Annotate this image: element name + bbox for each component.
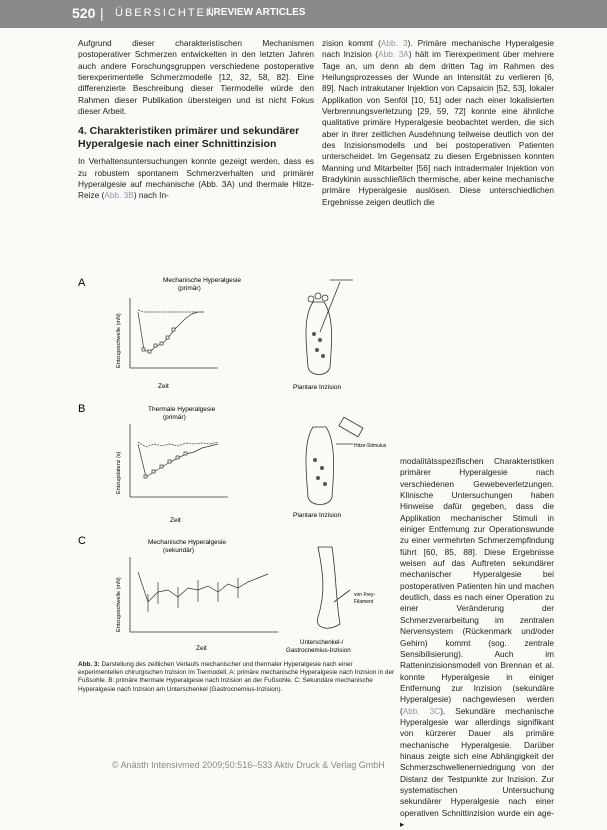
panel-b-title: Thermale Hyperalgesie <box>148 406 216 413</box>
figure-caption <box>78 661 396 694</box>
panel-c-tag2: Filament <box>354 599 374 605</box>
page-header <box>0 0 607 28</box>
panel-b-letter: B <box>78 403 86 415</box>
paragraph-1: Aufgrund dieser charakteristischen Mechanismen postoperativer Schmerzen entwickelten in den letzten Jahren auch andere Forschungsgruppen verschiedene postoperative tierexperimentelle Schmerzmodelle [12, 32, 58, 82]. Eine differenzierte Beschreibung dieser Tiermodelle würde den Rahmen dieser Publikation übersteigen und ist nicht Fokus dieser Arbeit. <box>78 38 314 117</box>
continue-arrow-icon: ▸ <box>400 819 405 829</box>
panel-b-ylabel: Entzugslatenz (s) <box>116 451 122 494</box>
figure-3 <box>78 272 396 660</box>
panel-a-ylabel: Entzugsschwelle (mN) <box>116 313 122 368</box>
panel-c-tag1: von Frey- <box>354 592 376 598</box>
section-title: ÜBERSICHTEN <box>115 7 216 19</box>
figure-reference[interactable]: Abb. 3 <box>380 38 408 48</box>
subsection-title: / REVIEW ARTICLES <box>208 7 306 18</box>
panel-c-letter: C <box>78 535 86 547</box>
panel-a-caption: Plantare Inzision <box>293 384 342 391</box>
paragraph-2: In Verhaltensuntersuchungen konnte gezeigt werden, dass es zu robustem spontanem Schmerzverhalten und primärer Hyperalgesie auf mechanische (Abb. 3A) und thermale Hitze-Reize (Abb. 3B) nach In- <box>78 156 314 201</box>
panel-c-caption-1: Unterschenkel-/ <box>300 639 344 646</box>
panel-c-caption-2: Gastrocnemius-Inzision <box>286 647 351 654</box>
figure-reference[interactable]: Abb. 3C <box>402 705 441 716</box>
panel-b-subtitle: (primär) <box>163 414 186 421</box>
header-divider: | <box>100 5 104 21</box>
panel-a-xlabel: Zeit <box>158 383 169 390</box>
panel-c-title: Mechanische Hyperalgesie <box>148 539 227 546</box>
panel-a-title: Mechanische Hyperalgesie <box>163 277 242 284</box>
panel-a-data <box>138 310 204 352</box>
panel-b-tag: Hitze-Stimulus <box>354 443 387 449</box>
caption-text: Darstellung des zeitlichen Verlaufs mechanischer und thermaler Hyperalgesie nach einer experimentellen chirurgischen Inzision im Tiermodell. A: primäre mechanische Hyperalgesie nach Inzision in der Fußsohle. B: primäre thermale Hyperalgesie nach Inzision an der Fußsohle. C: Sekundäre mechanische Hyperalgesie nach Inzision am Unterschenkel (Gastrocnemius-Inzision). <box>78 661 395 693</box>
wrap-column: modalitätsspezifischen Charakteristiken primärer Hyperalgesie nach verschiedenen Gewebeverletzungen. Klinische Untersuchungen haben Hinweise dafür gegeben, dass die Applikation mechanischer Stimuli in einiger Entfernung zur Operationswunde zu einer vermehrten Schmerzempfindung führt [60, 85, 88]. Diese Ergebnisse weisen auf das Auftreten sekundärer mechanischer Hyperalgesie bei postoperativen Patienten hin und machen deutlich, dass es nach einer Operation zu einer Veränderung der Schmerzverarbeitung im zentralen Nervensystem (Rückenmark und/oder Gehirn) kommt (sog. zentrale Sensibilisierung). Auch im Ratteninzisionsmodell von Brennan et al. konnte Hyperalgesie in einiger Entfernung zur Inzision (sekundäre Hyperalgesie) nachgewiesen werden (Abb. 3C). Sekundäre mechanische Hyperalgesie war allerdings signifikant von kürzerer Dauer als primäre mechanische Hyperalgesie. Darüber hinaus zeigte sich eine Abhängigkeit der Schmerzschwellenerniedrigung von der Distanz der Testpunkte zur Inzision. Zur systematischen Untersuchung sekundärer Hyperalgesie nach einer operativen Schnittinzision wurde ein age- ▸ <box>400 456 554 829</box>
panel-c-ylabel: Entzugsschwelle (mN) <box>116 577 122 632</box>
section-heading: 4. Charakteristiken primärer und sekundärer Hyperalgesie nach einer Schnittinzision <box>78 125 300 150</box>
right-column <box>322 38 554 208</box>
caption-label: Abb. 3: <box>78 661 100 668</box>
left-column <box>78 38 314 202</box>
panel-c-xlabel: Zeit <box>196 645 207 652</box>
paragraph-3: zision kommt (Abb. 3). Primäre mechanische Hyperalgesie nach Inzision (Abb. 3A) hält im Tierexperiment über mehrere Tage an, um denn ab dem dritten Tag im Rahmen des Heilungsprozesses der Wunde an Intensität zu verlieren [6, 89]. Nach intrakutaner Injektion von Capsaicin [52, 53], lokaler Applikation von Senföl [10, 51] oder nach einer lokalisierten Verbrennungsverletzung [29, 59, 72] konnte eine ähnliche qualitative primäre Hyperalgesie beobachtet werden, die sich aber in ihrer zeitlichen Ausdehnung teilweise deutlich von der des Inzisionsmodells und bei postoperativen Patienten unterscheidet. Im Gegensatz zu diesen Ergebnissen konnten Manning und Mitarbeiter [56] nach intradermaler Injektion von Bradykinin ausschließlich thermische, aber keine mechanische primäre Hyperalgesie auslösen. Diese unterschiedlichen Ergebnisse zeigen deutlich die <box>322 38 554 207</box>
panel-c-subtitle: (sekundär) <box>163 547 195 554</box>
panel-a-letter: A <box>78 277 86 289</box>
panel-b-caption: Plantare Inzision <box>293 512 342 519</box>
panel-a-subtitle: (primär) <box>178 285 201 292</box>
figure-graphic <box>78 272 396 660</box>
figure-reference[interactable]: Abb. 3A <box>378 49 409 60</box>
page-footer: © Anästh Intensivmed 2009;50:516–533 Aktiv Druck & Verlag GmbH <box>112 760 385 770</box>
page-number: 520 <box>72 5 96 21</box>
figure-reference[interactable]: Abb. 3B <box>104 190 134 201</box>
panel-b-xlabel: Zeit <box>170 517 181 524</box>
